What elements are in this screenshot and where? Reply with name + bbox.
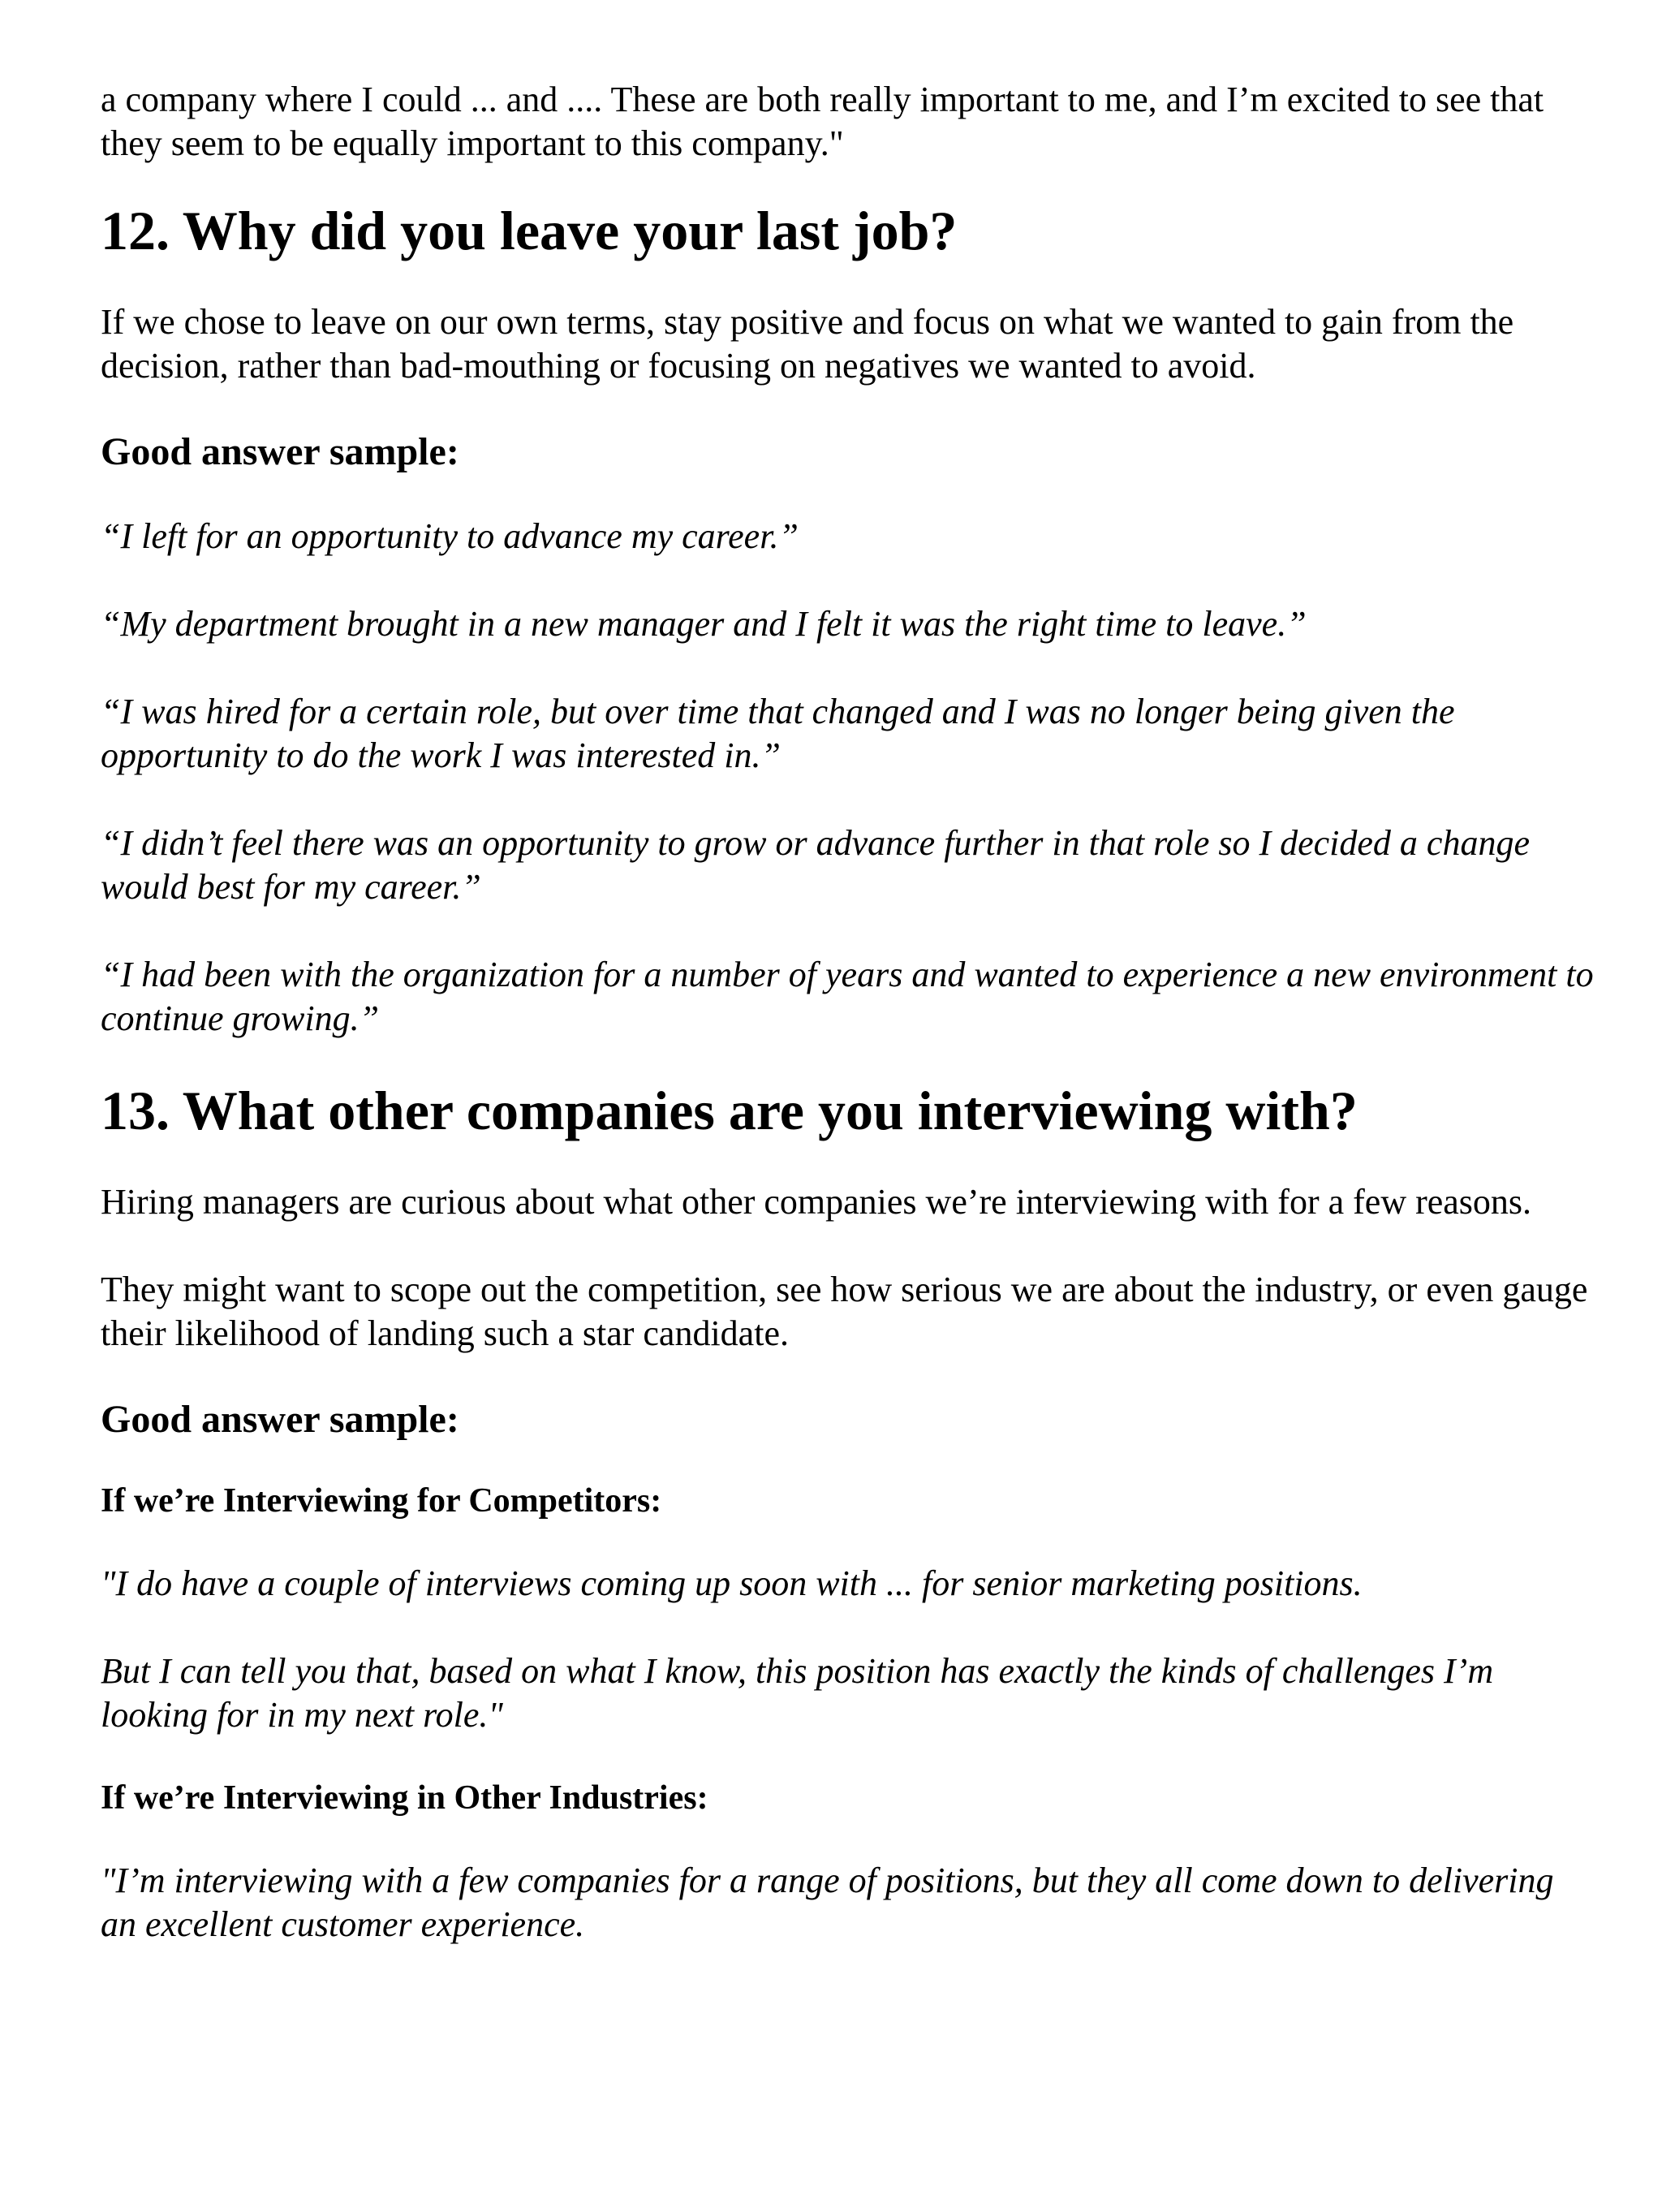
competitors-quote: "I do have a couple of interviews coming up soon with ... for senior marketing positions. xyxy=(101,1563,1363,1603)
other-industries-quote: "I’m interviewing with a few companies for a range of positions, but they all come down to delivering an excellent customer experience. xyxy=(101,1861,1554,1944)
intro-paragraph: a company where I could ... and .... These are both really important to me, and I’m excited to see that they seem to be equally important to this company." xyxy=(101,80,1544,163)
other-industries-label: If we’re Interviewing in Other Industries: xyxy=(101,1779,708,1817)
document-page xyxy=(101,78,1594,1947)
competitors-quote: But I can tell you that, based on what I know, this position has exactly the kinds of challenges I’m looking for in my next role." xyxy=(101,1651,1494,1735)
section-12-subheading: Good answer sample: xyxy=(101,430,459,473)
section-13-heading: 13. What other companies are you interviewing with? xyxy=(101,1080,1358,1141)
section-12-answer: “My department brought in a new manager and I felt it was the right time to leave.” xyxy=(101,604,1307,644)
section-12-answer: “I didn’t feel there was an opportunity to grow or advance further in that role so I decided a change would best for my career.” xyxy=(101,823,1530,907)
section-13-paragraph: They might want to scope out the competition, see how serious we are about the industry, or even gauge their likelihood of landing such a star candidate. xyxy=(101,1270,1588,1353)
section-12-heading: 12. Why did you leave your last job? xyxy=(101,200,958,261)
section-12-answer: “I was hired for a certain role, but over time that changed and I was no longer being given the opportunity to do the work I was interested in.” xyxy=(101,692,1455,775)
section-12-answer: “I had been with the organization for a number of years and wanted to experience a new environment to continue growing.” xyxy=(101,955,1594,1038)
section-13-paragraph: Hiring managers are curious about what other companies we’re interviewing with for a few reasons. xyxy=(101,1182,1532,1222)
competitors-label: If we’re Interviewing for Competitors: xyxy=(101,1482,662,1520)
section-13-subheading: Good answer sample: xyxy=(101,1398,459,1441)
section-12-answer: “I left for an opportunity to advance my career.” xyxy=(101,516,799,556)
section-12-paragraph: If we chose to leave on our own terms, stay positive and focus on what we wanted to gain from the decision, rather than bad-mouthing or focusing on negatives we wanted to avoid. xyxy=(101,302,1514,386)
